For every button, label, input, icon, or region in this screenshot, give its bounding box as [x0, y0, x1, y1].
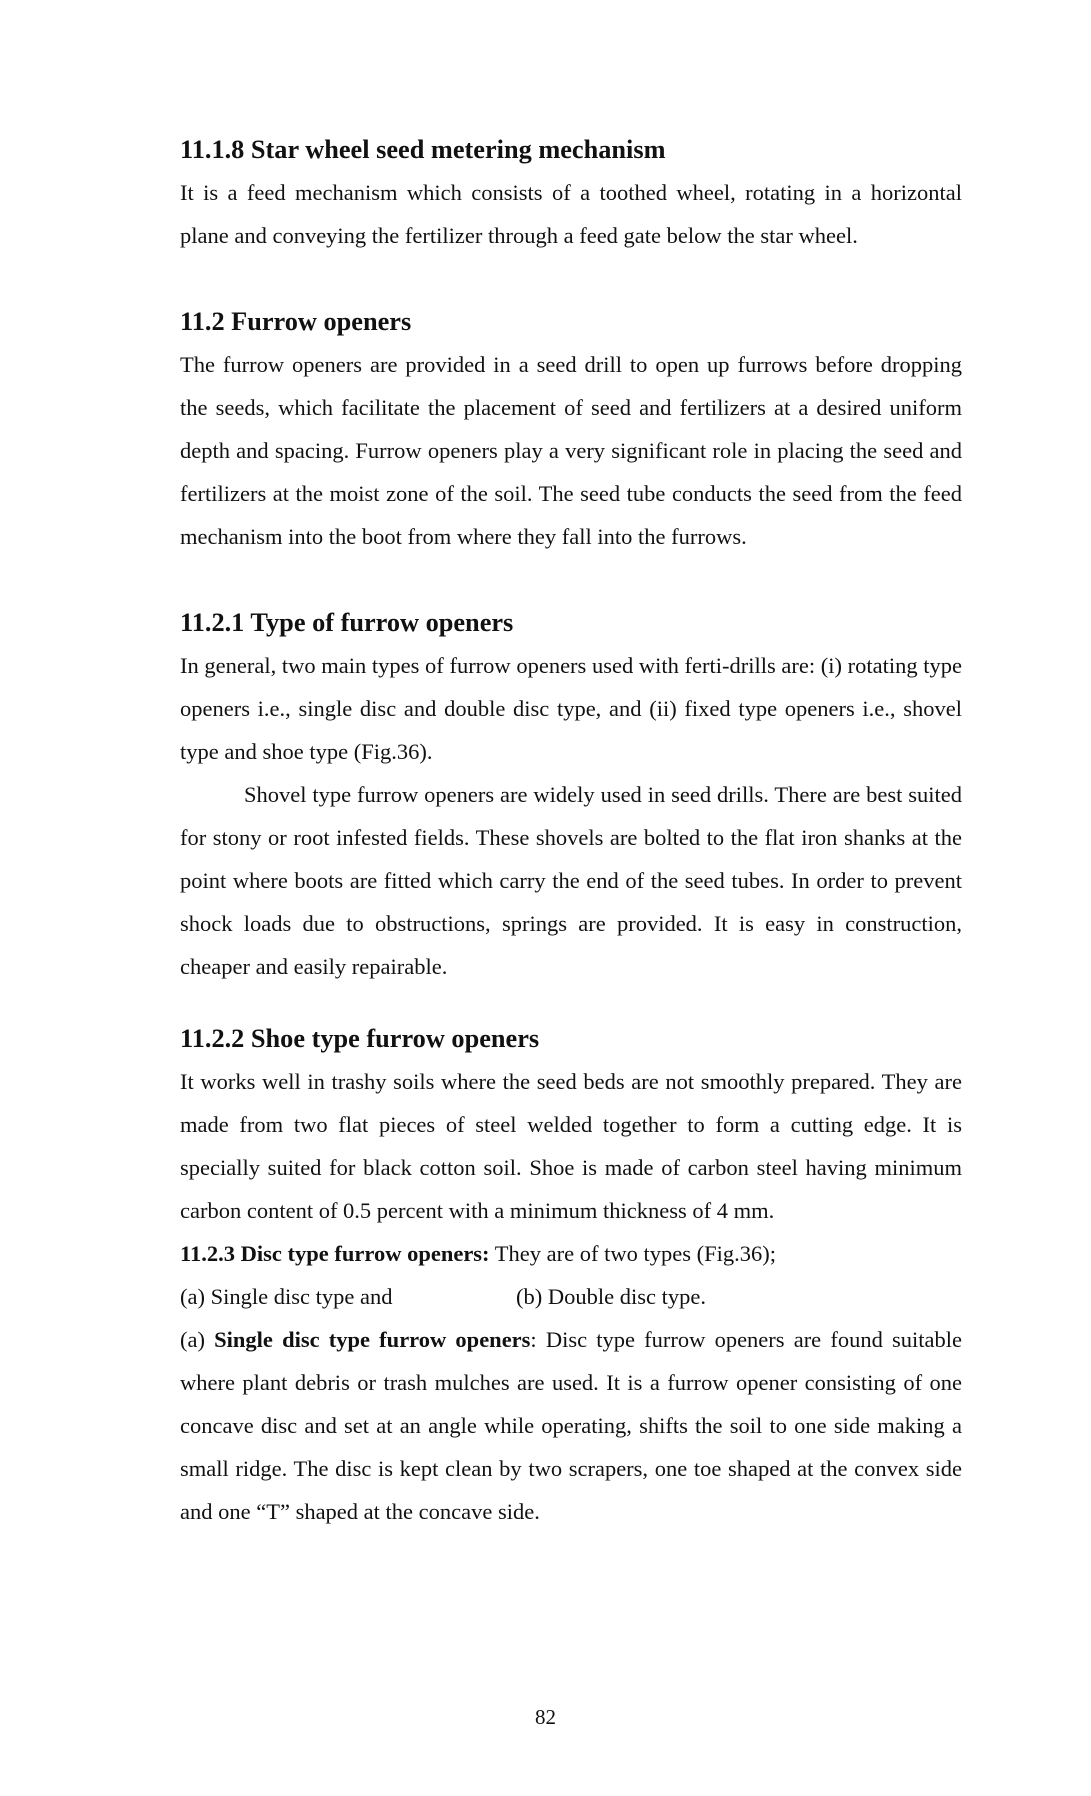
single-disc-description: : Disc type furrow openers are found suitable where plant debris or trash mulches are used. It is a furrow opener consisting of one concave disc and set at an angle while operating, shifts the soil to one side making a small ridge. The disc is kept clean by two scrapers, one toe shaped at the convex side and one “T” shaped at the concave side.	[180, 1327, 962, 1524]
disc-types-list	[180, 1275, 962, 1318]
section-body-11-2-1: In general, two main types of furrow openers used with ferti-drills are: (i) rotating type openers i.e., single disc and double disc type, and (ii) fixed type openers i.e., shovel type and shoe type (Fig.36).	[180, 653, 962, 764]
spacer	[180, 257, 962, 300]
single-disc-prefix: (a)	[180, 1327, 215, 1352]
page-number: 82	[535, 1705, 556, 1729]
disc-type-b: (b) Double disc type.	[516, 1284, 706, 1309]
section-heading-11-2-3-rest: They are of two types (Fig.36);	[489, 1241, 776, 1266]
section-heading-11-2: 11.2 Furrow openers	[180, 307, 412, 336]
section-body-11-1-8: It is a feed mechanism which consists of a toothed wheel, rotating in a horizontal plane and conveying the fertilizer through a feed gate below the star wheel.	[180, 180, 962, 248]
spacer	[180, 558, 962, 601]
section-body-11-2-3-single-disc	[180, 1318, 962, 1533]
document-page	[180, 128, 962, 1533]
section-heading-11-2-3-bold: 11.2.3 Disc type furrow openers:	[180, 1241, 490, 1266]
section-heading-11-2-1: 11.2.1 Type of furrow openers	[180, 608, 514, 637]
section-body-11-2-2: It works well in trashy soils where the seed beds are not smoothly prepared. They are made from two flat pieces of steel welded together to form a cutting edge. It is specially suited for black cotton soil. Shoe is made of carbon steel having minimum carbon content of 0.5 percent with a minimum thickness of 4 mm.	[180, 1069, 962, 1223]
section-heading-11-1-8: 11.1.8 Star wheel seed metering mechanism	[180, 135, 666, 164]
single-disc-term: Single disc type furrow openers	[214, 1327, 531, 1352]
section-body-11-2-1-shovel: Shovel type furrow openers are widely used in seed drills. There are best suited for stony or root infested fields. These shovels are bolted to the flat iron shanks at the point where boots are fitted which carry the end of the seed tubes. In order to prevent shock loads due to obstructions, springs are provided. It is easy in construction, cheaper and easily repairable.	[180, 782, 962, 979]
section-heading-11-2-2: 11.2.2 Shoe type furrow openers	[180, 1024, 540, 1053]
section-heading-11-2-3	[180, 1232, 962, 1275]
disc-type-a: (a) Single disc type and	[180, 1284, 393, 1309]
section-body-11-2: The furrow openers are provided in a seed drill to open up furrows before dropping the seeds, which facilitate the placement of seed and fertilizers at a desired uniform depth and spacing. Furrow openers play a very significant role in placing the seed and fertilizers at the moist zone of the soil. The seed tube conducts the seed from the feed mechanism into the boot from where they fall into the furrows.	[180, 352, 962, 549]
spacer	[180, 988, 962, 1017]
